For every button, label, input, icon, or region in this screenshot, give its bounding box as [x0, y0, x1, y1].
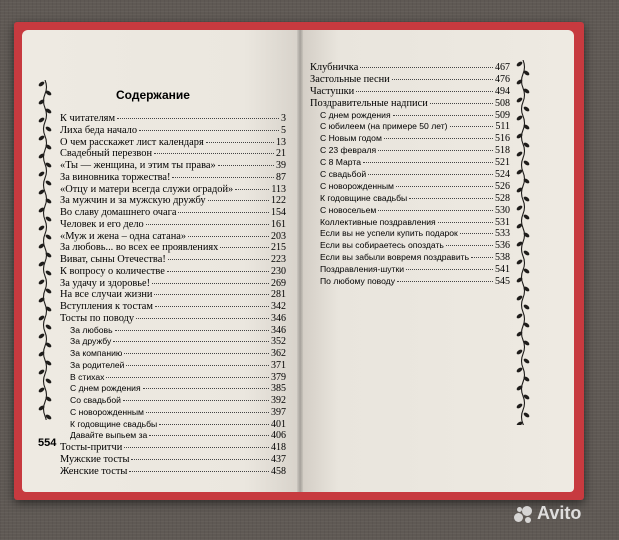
toc-heading: Содержание: [116, 88, 190, 102]
toc-entry-title: С 23 февраля: [320, 145, 377, 156]
toc-entry: [310, 217, 510, 229]
toc-entry-page: 476: [495, 73, 510, 85]
dot-leader: [208, 200, 269, 201]
vine-stem: [44, 80, 47, 420]
toc-entry: [310, 276, 510, 288]
toc-entry-page: 533: [495, 228, 510, 240]
toc-entry-title: Лиха беда начало: [60, 124, 138, 136]
vine-leaf: [38, 279, 45, 286]
vine-leaf: [45, 126, 52, 133]
avito-logo-icon: [513, 504, 533, 524]
toc-entry-page: 531: [495, 216, 510, 228]
toc-entry-page: 87: [276, 171, 286, 183]
toc-entry-title: О чем расскажет лист календаря: [60, 136, 204, 148]
toc-entry-page: 154: [271, 207, 286, 218]
toc-entry-page: 509: [495, 109, 510, 121]
toc-entry-page: 379: [271, 371, 286, 383]
vine-leaf: [516, 205, 523, 212]
toc-entry-title: С днем рождения: [320, 109, 391, 120]
toc-entry: [310, 121, 510, 133]
vine-leaf: [38, 387, 45, 394]
vine-leaf: [523, 358, 530, 365]
vine-leaf: [45, 324, 52, 331]
toc-entry: [60, 325, 286, 337]
toc-entry: [60, 219, 286, 231]
toc-entry-page: 122: [271, 195, 286, 207]
vine-leaf: [45, 378, 52, 385]
toc-entry-title: За любовь... во всех ее проявлениях: [60, 242, 219, 254]
toc-entry: [60, 289, 286, 301]
toc-entry-title: На все случаи жизни: [60, 289, 153, 301]
toc-entry: [310, 205, 510, 217]
toc-entry: [60, 254, 286, 266]
toc-entry-title: За дружбу: [70, 336, 112, 347]
toc-entry-title: С днем рождения: [70, 383, 141, 394]
dot-leader: [149, 435, 269, 436]
toc-entry-title: С свадьбой: [320, 169, 367, 180]
toc-entry-page: 269: [271, 277, 286, 289]
vine-leaf: [516, 349, 523, 356]
toc-entry-title: Женские тосты: [60, 465, 128, 477]
vine-leaf: [523, 250, 530, 257]
toc-entry-page: 342: [271, 301, 286, 312]
dot-leader: [167, 271, 269, 272]
dot-leader: [446, 245, 493, 246]
dot-leader: [159, 424, 269, 425]
toc-entry-title: С новорожденным: [320, 180, 394, 191]
toc-entry-title: За компанию: [70, 348, 123, 358]
dot-leader: [450, 126, 494, 127]
toc-entry-title: С новорожденным: [70, 406, 144, 417]
toc-entry: [60, 301, 286, 313]
dot-leader: [393, 115, 493, 116]
toc-entry: [60, 407, 286, 419]
toc-entry-title: Коллективные поздравления: [320, 216, 436, 227]
toc-entry-page: 524: [495, 169, 510, 181]
toc-entry: [60, 466, 286, 478]
dot-leader: [430, 103, 493, 104]
dot-leader: [409, 198, 493, 199]
dot-leader: [129, 471, 269, 472]
toc-entry-page: 511: [495, 121, 510, 133]
toc-entry: [310, 110, 510, 122]
toc-entry-title: Свадебный перезвон: [60, 148, 152, 160]
vine-leaf: [516, 115, 523, 122]
dot-leader: [115, 330, 269, 331]
vine-leaf: [516, 403, 523, 410]
dot-leader: [397, 281, 493, 282]
dot-leader: [378, 210, 493, 211]
toc-entry: [310, 181, 510, 193]
toc-entry-page: 161: [271, 218, 286, 230]
toc-entry-page: 371: [271, 359, 286, 371]
toc-entry-page: 203: [271, 230, 286, 242]
vine-leaf: [45, 234, 52, 241]
vine-leaf: [38, 369, 45, 376]
vine-leaf: [38, 81, 45, 88]
dot-leader: [235, 189, 269, 190]
toc-entry-title: За удачу и здоровье!: [60, 277, 151, 289]
dot-leader: [471, 257, 493, 258]
toc-entry-page: 385: [271, 383, 286, 395]
toc-entry-title: Человек и его дело: [60, 218, 144, 230]
toc-entry-page: 401: [271, 418, 286, 430]
toc-entry: [310, 228, 510, 240]
vine-leaf: [523, 214, 530, 221]
dot-leader: [154, 153, 274, 154]
toc-entry-title: Клубничка: [310, 62, 359, 73]
toc-entry-title: «Отцу и матери всегда служи оградой»: [60, 183, 234, 195]
toc-entry-page: 530: [495, 204, 510, 216]
dot-leader: [155, 306, 269, 307]
dot-leader: [368, 174, 493, 175]
toc-entry: [310, 157, 510, 169]
toc-entry-page: 406: [271, 430, 286, 442]
dot-leader: [363, 162, 493, 163]
dot-leader: [139, 130, 279, 131]
avito-watermark: [513, 503, 581, 524]
dot-leader: [123, 400, 269, 401]
toc-entry-page: 526: [495, 180, 510, 192]
dot-leader: [438, 222, 493, 223]
toc-entry-title: За мужчин и за мужскую дружбу: [60, 195, 206, 207]
toc-entry-page: 352: [271, 336, 286, 348]
toc-entry: [60, 419, 286, 431]
toc-entry: [60, 242, 286, 254]
toc-entry: [60, 348, 286, 360]
vine-leaf: [38, 225, 45, 232]
dot-leader: [146, 224, 269, 225]
toc-entry-title: Виват, сыны Отечества!: [60, 254, 166, 265]
toc-entry-page: 538: [495, 252, 510, 264]
toc-entry: [60, 442, 286, 454]
toc-entry-page: 346: [271, 324, 286, 336]
toc-entry: [60, 360, 286, 372]
vine-leaf: [523, 412, 530, 419]
toc-entry-title: Если вы собираетесь опоздать: [320, 240, 444, 251]
dot-leader: [113, 341, 269, 342]
toc-entry-title: Мужские тосты: [60, 453, 130, 465]
toc-entry: [310, 264, 510, 276]
avito-watermark-text: Avito: [537, 503, 582, 523]
toc-entry-title: С 8 Марта: [320, 157, 362, 168]
toc-entry-page: 437: [271, 453, 286, 465]
dot-leader: [392, 79, 493, 80]
toc-entry-page: 528: [495, 192, 510, 204]
dot-leader: [220, 247, 269, 248]
toc-entry: [60, 395, 286, 407]
toc-entry-page: 458: [271, 465, 286, 477]
toc-entry: [310, 169, 510, 181]
toc-entry: [60, 430, 286, 442]
toc-entry: [60, 454, 286, 466]
toc-entry: [60, 125, 286, 137]
vine-leaf: [516, 313, 523, 320]
toc-entry-page: 397: [271, 406, 286, 418]
toc-entry-page: 494: [495, 85, 510, 97]
toc-list-right: [310, 62, 510, 288]
toc-entry: [60, 148, 286, 160]
toc-entry: [310, 86, 510, 98]
toc-entry: [60, 195, 286, 207]
toc-entry-title: С юбилеем (на примере 50 лет): [320, 121, 448, 132]
toc-entry-title: Со свадьбой: [70, 395, 121, 405]
dot-leader: [124, 353, 269, 354]
toc-entry-title: «Ты — женщина, и этим ты права»: [60, 160, 216, 171]
toc-entry-page: 518: [495, 145, 510, 157]
dot-leader: [218, 165, 274, 166]
vine-leaf: [523, 304, 530, 311]
toc-entry-title: Тосты-притчи: [60, 442, 123, 453]
toc-entry-title: Поздравления-шутки: [320, 264, 405, 275]
vine-leaf: [38, 117, 45, 124]
toc-entry: [60, 113, 286, 125]
toc-entry-page: 516: [495, 133, 510, 145]
dot-leader: [206, 142, 274, 143]
toc-entry-title: По любому поводу: [320, 276, 395, 287]
toc-entry-page: 113: [271, 183, 286, 195]
toc-entry-page: 346: [271, 312, 286, 324]
toc-entry-page: 521: [495, 157, 510, 169]
vine-leaf: [516, 151, 523, 158]
vine-ornament-right: [516, 60, 530, 425]
toc-entry-title: К годовщине свадьбы: [70, 418, 158, 429]
dot-leader: [396, 186, 493, 187]
dot-leader: [378, 150, 493, 151]
vine-leaf: [523, 160, 530, 167]
dot-leader: [188, 236, 269, 237]
toc-entry-title: К годовщине свадьбы: [320, 192, 408, 203]
toc-entry: [60, 231, 286, 243]
dot-leader: [152, 283, 269, 284]
toc-entry: [60, 278, 286, 290]
dot-leader: [356, 91, 493, 92]
toc-entry: [60, 336, 286, 348]
dot-leader: [178, 212, 269, 213]
toc-entry-page: 362: [271, 348, 286, 359]
dot-leader: [117, 118, 279, 119]
page-number: 554: [38, 437, 57, 449]
vine-ornament-left: [38, 80, 52, 420]
vine-leaf: [45, 180, 52, 187]
toc-entry-title: Во славу домашнего очага: [60, 207, 177, 218]
toc-entry-title: К вопросу о количестве: [60, 265, 165, 277]
toc-entry-title: Частушки: [310, 85, 355, 97]
dot-leader: [384, 138, 493, 139]
toc-entry: [60, 137, 286, 149]
toc-list-left: [60, 113, 286, 477]
toc-entry-title: За любовь: [70, 324, 113, 335]
toc-entry: [310, 252, 510, 264]
vine-leaf: [516, 367, 523, 374]
toc-entry-title: Тосты по поводу: [60, 312, 135, 324]
toc-entry-page: 541: [495, 264, 510, 276]
toc-entry-page: 508: [495, 97, 510, 109]
vine-leaf: [45, 270, 52, 277]
dot-leader: [124, 447, 269, 448]
dot-leader: [106, 377, 269, 378]
toc-entry-page: 5: [281, 124, 286, 136]
toc-entry: [310, 145, 510, 157]
toc-entry-page: 536: [495, 240, 510, 252]
toc-entry: [310, 193, 510, 205]
toc-entry: [310, 74, 510, 86]
toc-entry: [60, 372, 286, 384]
dot-leader: [143, 388, 269, 389]
toc-entry-page: 467: [495, 62, 510, 73]
toc-entry-page: 13: [276, 136, 286, 148]
toc-entry-title: В стихах: [70, 371, 105, 382]
toc-entry-page: 230: [271, 265, 286, 277]
toc-entry: [60, 383, 286, 395]
toc-entry-page: 215: [271, 242, 286, 254]
toc-entry: [310, 133, 510, 145]
dot-leader: [146, 412, 269, 413]
dot-leader: [460, 233, 493, 234]
toc-entry-title: За родителей: [70, 359, 125, 370]
toc-entry-title: Если вы забыли вовремя поздравить: [320, 252, 470, 263]
toc-entry-title: Застольные песни: [310, 73, 390, 85]
vine-leaf: [516, 259, 523, 266]
vine-leaf: [38, 333, 45, 340]
dot-leader: [126, 365, 269, 366]
toc-entry-page: 21: [276, 148, 286, 160]
dot-leader: [406, 269, 493, 270]
dot-leader: [136, 318, 269, 319]
toc-entry-page: 39: [276, 160, 286, 171]
vine-leaf: [38, 171, 45, 178]
vine-leaf: [516, 97, 523, 104]
toc-entry: [310, 98, 510, 110]
toc-entry-title: Поздравительные надписи: [310, 97, 428, 109]
toc-entry: [60, 207, 286, 219]
book-spine: [297, 30, 303, 492]
toc-entry-page: 3: [281, 113, 286, 124]
toc-entry: [310, 62, 510, 74]
toc-entry-title: Давайте выпьем за: [70, 430, 148, 441]
toc-entry-title: С Новым годом: [320, 133, 382, 144]
toc-entry-page: 418: [271, 442, 286, 453]
toc-entry-page: 281: [271, 289, 286, 301]
vine-leaf: [38, 135, 45, 142]
toc-entry: [60, 266, 286, 278]
toc-entry: [60, 313, 286, 325]
toc-entry: [60, 160, 286, 172]
toc-entry-page: 223: [271, 254, 286, 265]
toc-entry-title: Вступления к тостам: [60, 301, 153, 312]
dot-leader: [154, 294, 269, 295]
toc-entry-page: 392: [271, 395, 286, 406]
vine-leaf: [516, 61, 523, 68]
dot-leader: [172, 177, 274, 178]
toc-entry: [310, 240, 510, 252]
toc-entry: [60, 184, 286, 196]
dot-leader: [168, 259, 269, 260]
toc-entry: [60, 172, 286, 184]
toc-entry-title: За виновника торжества!: [60, 171, 171, 183]
toc-entry-title: Если вы не успели купить подарок: [320, 228, 458, 239]
vine-leaf: [523, 106, 530, 113]
dot-leader: [131, 459, 269, 460]
toc-entry-title: К читателям: [60, 113, 116, 124]
toc-entry-title: «Муж и жена – одна сатана»: [60, 230, 187, 242]
toc-entry-title: С новосельем: [320, 204, 377, 215]
dot-leader: [360, 67, 493, 68]
toc-entry-page: 545: [495, 276, 510, 288]
